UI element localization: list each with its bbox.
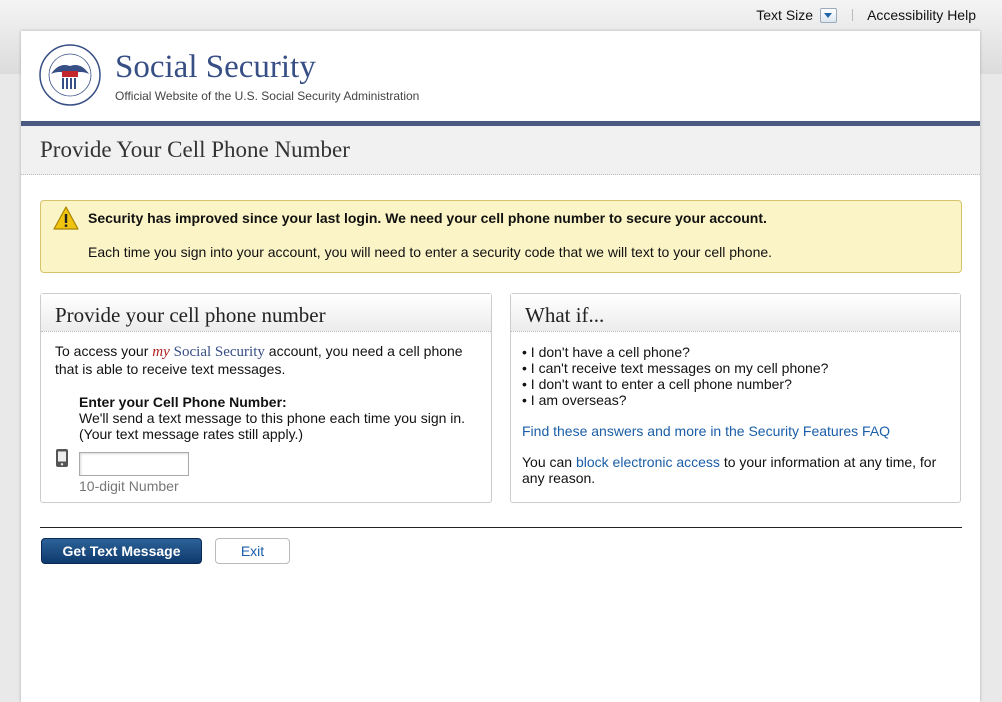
utility-links [756,7,976,23]
page-container [21,31,980,702]
what-if-heading: What if... [511,294,960,332]
site-tagline: Official Website of the U.S. Social Security Administration [115,89,420,103]
intro-text-start: To access your [55,343,149,359]
site-header [21,31,980,126]
block-electronic-access-link[interactable]: block electronic access [575,454,720,470]
exit-button[interactable]: Exit [215,538,290,564]
phone-field-instructions [79,394,465,442]
text-size-label[interactable]: Text Size [756,7,814,23]
security-faq-link[interactable]: Find these answers and more in the Security Features FAQ [522,423,891,439]
warning-icon [53,205,79,231]
mobile-phone-icon [55,448,69,468]
phone-panel-heading: Provide your cell phone number [41,294,491,332]
phone-field-desc-2: (Your text message rates still apply.) [79,426,304,442]
alert-headline: Security has improved since your last login. We need your cell phone number to secure your account. [88,210,767,226]
what-if-list [522,344,828,408]
list-item: • I can't receive text messages on my cell phone? [522,360,829,376]
page-title: Provide Your Cell Phone Number [21,126,980,175]
list-item: • I don't have a cell phone? [522,344,690,360]
intro-brand: Social Security [173,344,265,360]
intro-text-end: account, you need a cell phone that is able to receive text messages. [55,343,463,377]
site-brand[interactable]: Social Security [115,49,316,85]
utility-separator [852,9,853,21]
phone-field-desc-1: We'll send a text message to this phone each time you sign in. [79,410,466,426]
block-text-start: You can [522,454,573,470]
alert-body: Each time you sign into your account, you will need to enter a security code that we will text to your cell phone. [88,244,773,260]
phone-field-label: Enter your Cell Phone Number: [79,394,287,410]
phone-panel-intro [55,343,465,378]
block-text-end: to your information at any time, for any reason. [522,454,937,486]
block-access-text [522,454,942,486]
phone-number-panel [40,293,492,503]
chevron-down-icon[interactable] [820,8,837,23]
cell-phone-input[interactable] [79,452,189,476]
list-item: • I don't want to enter a cell phone number? [522,376,792,392]
text-size-control[interactable] [756,7,837,23]
phone-input-hint: 10-digit Number [79,478,179,494]
get-text-message-button[interactable]: Get Text Message [41,538,202,564]
actions-divider [40,527,962,528]
intro-my: my [152,344,170,360]
security-alert [40,200,962,273]
accessibility-help-link[interactable]: Accessibility Help [867,7,976,23]
list-item: • I am overseas? [522,392,627,408]
what-if-panel [510,293,961,503]
ssa-seal-icon[interactable] [39,44,101,106]
